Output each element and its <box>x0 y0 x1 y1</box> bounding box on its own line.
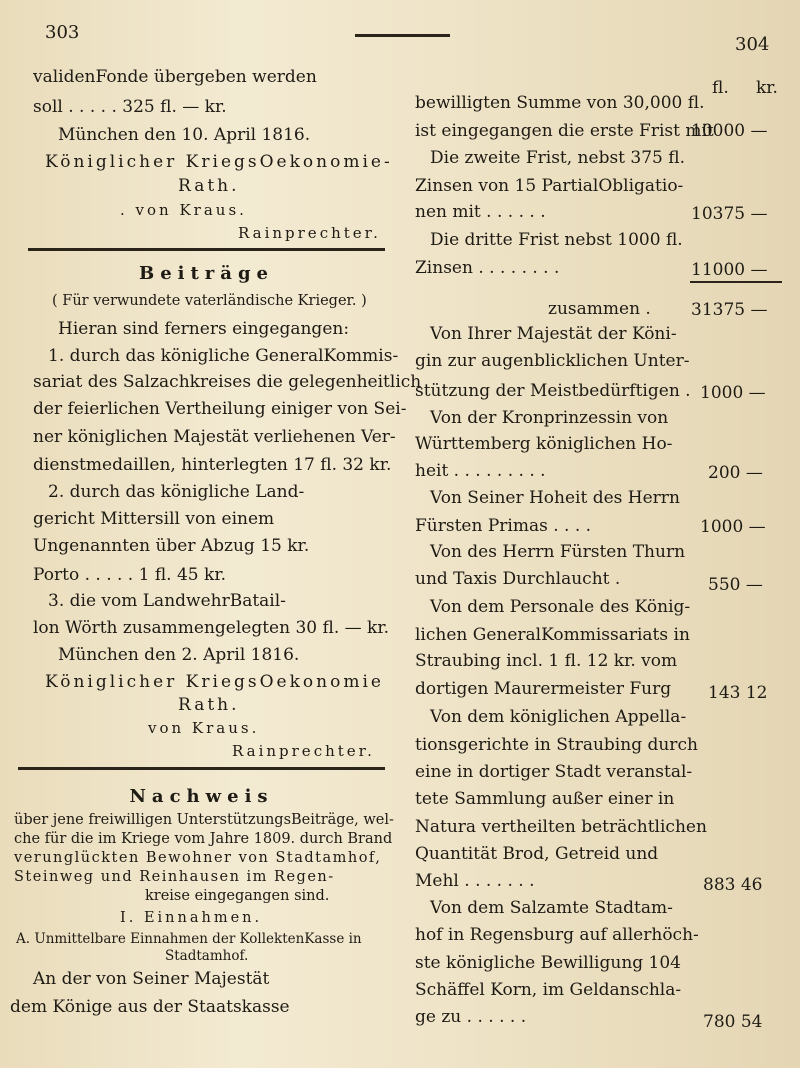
text-line: 3. die vom LandwehrBatail- <box>48 591 286 611</box>
authority-line: Königlicher KriegsOekonomie- <box>45 152 393 172</box>
text-line: Zinsen von 15 PartialObligatio- <box>415 176 684 196</box>
total-amount: 31375 — <box>691 300 768 320</box>
kr-column-header: kr. <box>756 78 778 98</box>
amount: 1000 — <box>700 517 766 537</box>
text-line: gin zur augenblicklichen Unter- <box>415 351 690 371</box>
text-line: Natura vertheilten beträchtlichen <box>415 817 707 837</box>
total-label: zusammen . <box>548 299 651 319</box>
text-line: ist eingegangen die erste Frist mit <box>415 121 714 141</box>
amount: 780 54 <box>703 1012 763 1032</box>
text-line: Die dritte Frist nebst 1000 fl. <box>430 230 683 250</box>
text-line: Ungenannten über Abzug 15 kr. <box>33 536 310 556</box>
text-line: ner königlichen Majestät verliehenen Ver- <box>33 427 396 447</box>
authority-line: Rath. <box>178 176 240 196</box>
text-line: Hieran sind ferners eingegangen: <box>58 319 350 339</box>
signatory: Rainprechter. <box>238 224 381 242</box>
signatory: . von Kraus. <box>120 201 247 219</box>
text-line: tionsgerichte in Straubing durch <box>415 735 698 755</box>
text-line: und Taxis Durchlaucht . <box>415 569 621 589</box>
nachweis-heading: Nachweis <box>129 786 274 807</box>
text-line: kreise eingegangen sind. <box>145 888 330 904</box>
text-line: Stadtamhof. <box>165 948 249 964</box>
authority-line: Königlicher KriegsOekonomie <box>45 672 384 692</box>
text-line: Fürsten Primas . . . . <box>415 516 592 536</box>
text-line: nen mit . . . . . . <box>415 202 546 222</box>
text-line: Von der Kronprinzessin von <box>430 408 669 428</box>
text-line: über jene freiwilligen UnterstützungsBeiträge, wel- <box>14 812 394 828</box>
text-line: sariat des Salzachkreises die gelegenheitlich <box>33 372 422 392</box>
text-line: ge zu . . . . . . <box>415 1007 527 1027</box>
amount: 10375 — <box>691 204 768 224</box>
sum-rule <box>690 281 782 283</box>
text-line: Steinweg und Reinhausen im Regen- <box>14 869 335 885</box>
amount: 550 — <box>708 575 763 595</box>
signatory: von Kraus. <box>148 719 260 737</box>
text-line: hof in Regensburg auf allerhöch- <box>415 925 699 945</box>
text-line: der feierlichen Vertheilung einiger von Sei- <box>33 399 407 419</box>
text-line: lon Wörth zusammengelegten 30 fl. — kr. <box>33 618 390 638</box>
section-divider <box>18 767 385 770</box>
text-line: Porto . . . . . 1 fl. 45 kr. <box>33 565 226 585</box>
beitraege-subtitle: ( Für verwundete vaterländische Krieger. ) <box>52 293 367 309</box>
amount: 143 12 <box>708 683 768 703</box>
amount: 883 46 <box>703 875 763 895</box>
text-line: Von Ihrer Majestät der Köni- <box>430 324 677 344</box>
amount: 200 — <box>708 463 763 483</box>
section-divider <box>28 248 385 251</box>
amount: 1000 — <box>700 383 766 403</box>
text-line: Mehl . . . . . . . <box>415 871 535 891</box>
text-line: bewilligten Summe von 30,000 fl. <box>415 93 705 113</box>
authority-line: Rath. <box>178 695 240 715</box>
text-line: 1. durch das königliche GeneralKommis- <box>48 346 399 366</box>
text-line: lichen GeneralKommissariats in <box>415 625 690 645</box>
text-line: stützung der Meistbedürftigen . <box>415 381 691 401</box>
right-page-number: 304 <box>735 34 770 55</box>
text-line: eine in dortiger Stadt veranstal- <box>415 762 693 782</box>
text-line: Die zweite Frist, nebst 375 fl. <box>430 148 685 168</box>
beitraege-heading: Beiträge <box>138 263 274 284</box>
text-line: dortigen Maurermeister Furg <box>415 679 672 699</box>
text-line: gericht Mittersill von einem <box>33 509 275 529</box>
text-line: Von dem Personale des König- <box>430 597 691 617</box>
text-line: A. Unmittelbare Einnahmen der KollektenKasse in <box>16 931 362 947</box>
einnahmen-heading: I. Einnahmen. <box>120 910 263 926</box>
text-line: Von Seiner Hoheit des Herrn <box>430 488 680 508</box>
text-line: dem Könige aus der Staatskasse <box>10 997 290 1017</box>
text-line: validenFonde übergeben werden <box>33 67 317 87</box>
text-line: ste königliche Bewilligung 104 <box>415 953 681 973</box>
text-line: Württemberg königlichen Ho- <box>415 434 673 454</box>
amount: 11000 — <box>691 260 768 280</box>
text-line: Von dem königlichen Appella- <box>430 707 687 727</box>
text-line: dienstmedaillen, hinterlegten 17 fl. 32 kr. <box>33 455 392 475</box>
text-line: München den 10. April 1816. <box>58 125 311 145</box>
text-line: soll . . . . . 325 fl. — kr. <box>33 97 227 117</box>
amount: 10000 — <box>691 121 768 141</box>
text-line: Schäffel Korn, im Geldanschla- <box>415 980 682 1000</box>
text-line: che für die im Kriege vom Jahre 1809. durch Brand <box>14 831 393 847</box>
text-line: verunglückten Bewohner von Stadtamhof, <box>14 850 382 866</box>
text-line: Straubing incl. 1 fl. 12 kr. vom <box>415 651 678 671</box>
text-line: Von des Herrn Fürsten Thurn <box>430 542 686 562</box>
header-rule <box>355 34 450 37</box>
left-page-number: 303 <box>45 22 80 43</box>
text-line: Quantität Brod, Getreid und <box>415 844 659 864</box>
fl-column-header: fl. <box>712 78 729 98</box>
text-line: Zinsen . . . . . . . . <box>415 258 560 278</box>
text-line: München den 2. April 1816. <box>58 645 300 665</box>
text-line: heit . . . . . . . . . <box>415 461 546 481</box>
text-line: tete Sammlung außer einer in <box>415 789 675 809</box>
text-line: Von dem Salzamte Stadtam- <box>430 898 673 918</box>
text-line: An der von Seiner Majestät <box>33 969 270 989</box>
signatory: Rainprechter. <box>232 742 375 760</box>
text-line: 2. durch das königliche Land- <box>48 482 305 502</box>
